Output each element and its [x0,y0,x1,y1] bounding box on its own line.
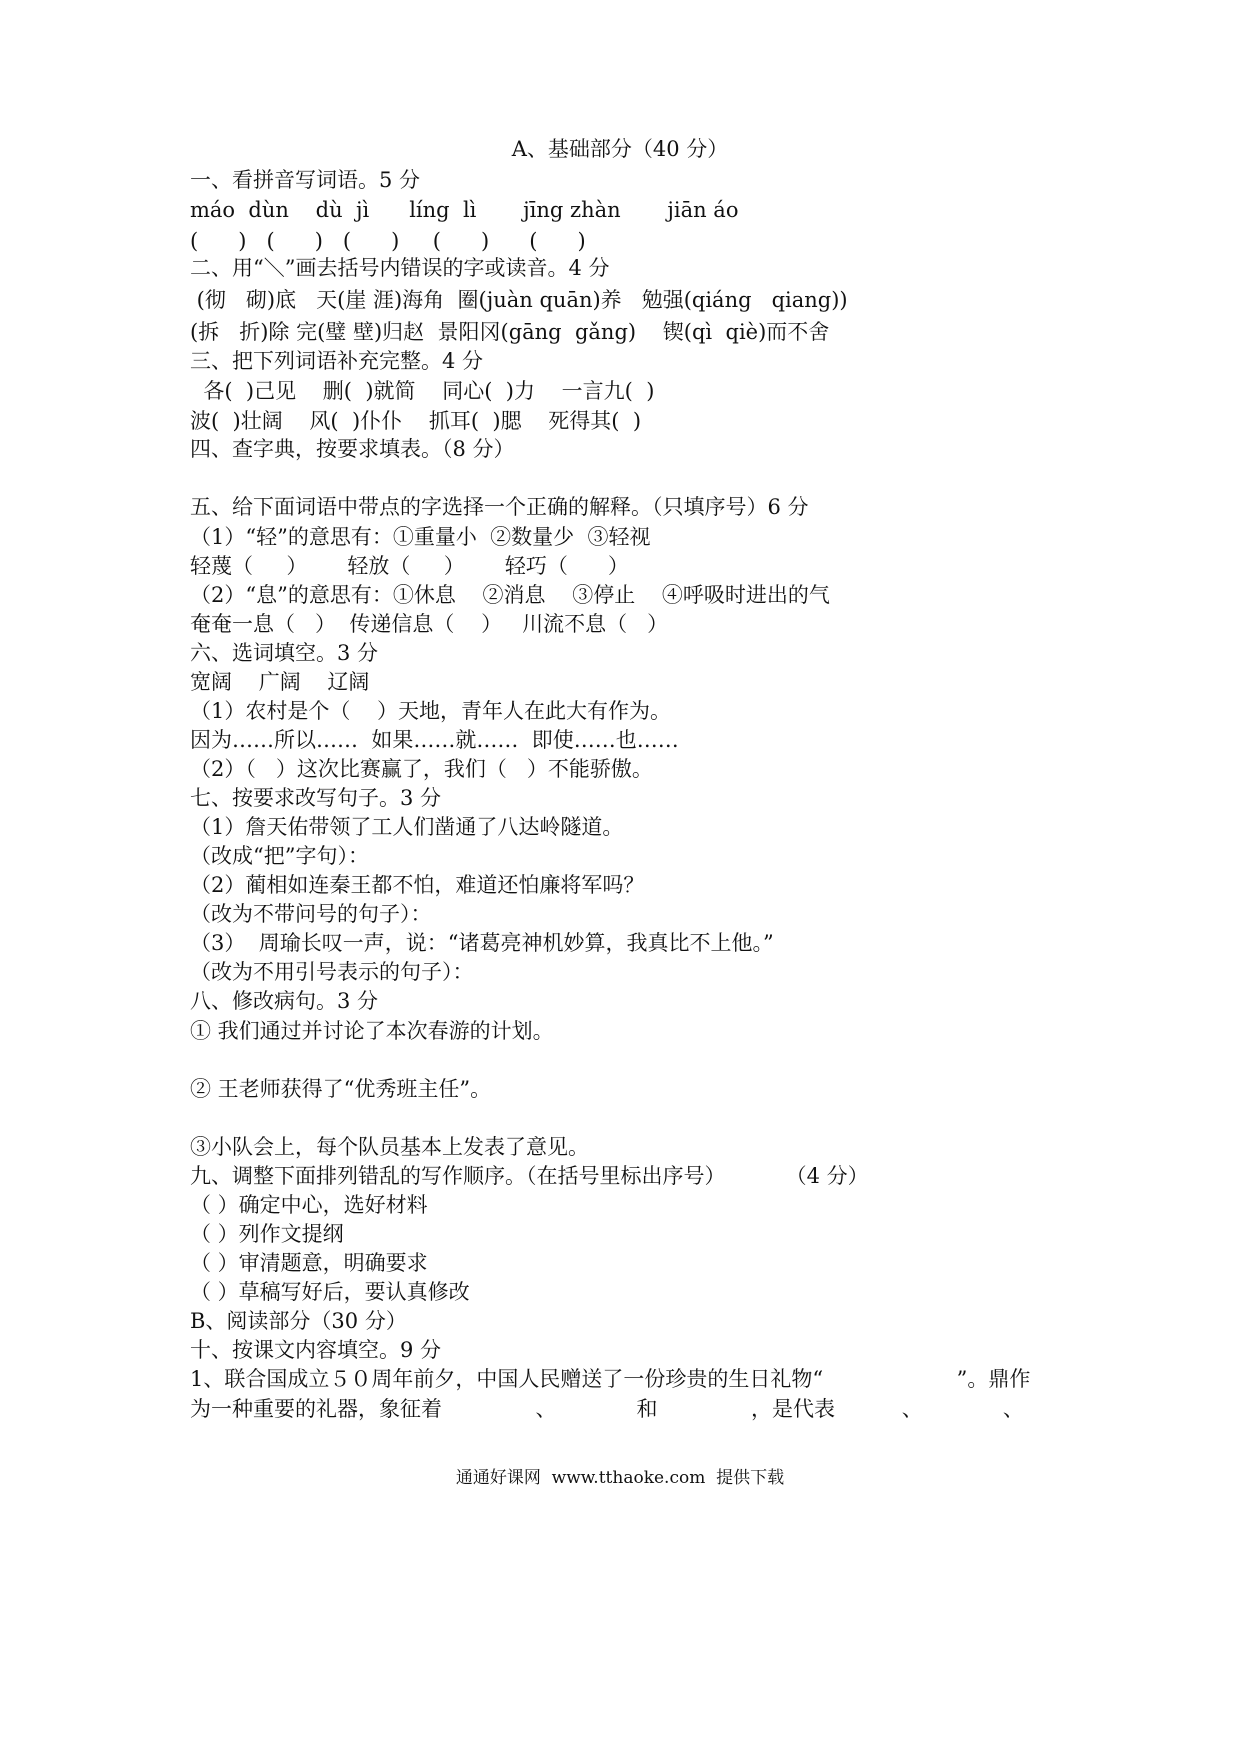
q7-sentence-1: （1）詹天佑带领了工人们凿通了八达岭隧道。 [190,815,624,839]
q7-heading: 七、按要求改写句子。3 分 [190,786,442,810]
q2-line-1: (彻 砌)底 天(崖 涯)海角 圈(juàn quān)养 勉强(qiáng qiang)) [190,288,848,312]
q5-heading: 五、给下面词语中带点的字选择一个正确的解释。（只填序号）6 分 [190,495,809,519]
q1-blanks: ( ) ( ) ( ) ( ) ( ) [190,229,586,253]
q5-sub2-words: 奄奄一息（ ） 传递信息（ ） 川流不息（ ） [190,612,669,636]
section-b-title: B、阅读部分（30 分） [190,1309,407,1333]
q6-sentence-2: （2）（ ）这次比赛赢了，我们（ ）不能骄傲。 [190,757,653,781]
q8-sentence-3: ③小队会上，每个队员基本上发表了意见。 [190,1135,589,1159]
q7-sentence-2: （2）蔺相如连秦王都不怕，难道还怕廉将军吗？ [190,873,645,897]
q3-line-1: 各( )己见 删( )就简 同心( )力 一言九( ) [190,379,655,403]
section-a-title: A、基础部分（40 分） [511,137,729,161]
q5-sub2-meanings: （2）“息”的意思有：①休息 ②消息 ③停止 ④呼吸时进出的气 [190,583,830,607]
footer-source: 通通好课网 www.tthaoke.com 提供下载 [455,1468,785,1488]
q9-item-1: （ ）确定中心，选好材料 [190,1193,428,1217]
q6-word-options: 宽阔 广阔 辽阔 [190,670,370,694]
q10-text-line-2: 为一种重要的礼器，象征着 、 和 ，是代表 、 、 [190,1397,1024,1421]
q3-heading: 三、把下列词语补充完整。4 分 [190,349,484,373]
q1-pinyin: máo dùn dù jì líng lì jīng zhàn jiān áo [190,198,739,222]
q7-sentence-3: （3） 周瑜长叹一声，说：“诸葛亮神机妙算，我真比不上他。” [190,931,774,955]
q10-heading: 十、按课文内容填空。9 分 [190,1338,442,1362]
q6-sentence-1: （1）农村是个（ ）天地，青年人在此大有作为。 [190,699,672,723]
q10-text-line-1: 1、联合国成立５０周年前夕，中国人民赠送了一份珍贵的生日礼物“ ”。鼎作 [190,1367,1031,1391]
q5-sub1-meanings: （1）“轻”的意思有：①重量小 ②数量少 ③轻视 [190,525,651,549]
q7-instruction-2: （改为不带问号的句子）： [190,902,432,926]
q6-conjunctions: 因为……所以…… 如果……就…… 即使……也…… [190,728,679,752]
q9-heading: 九、调整下面排列错乱的写作顺序。（在括号里标出序号） （4 分） [190,1164,869,1188]
q8-sentence-1: ① 我们通过并讨论了本次春游的计划。 [190,1019,554,1043]
q7-instruction-1: （改成“把”字句）： [190,844,369,868]
q1-heading: 一、看拼音写词语。5 分 [190,168,421,192]
q9-item-3: （ ）审清题意，明确要求 [190,1251,428,1275]
q7-instruction-3: （改为不用引号表示的句子）： [190,960,474,984]
q8-sentence-2: ② 王老师获得了“优秀班主任”。 [190,1077,492,1101]
q4-heading: 四、查字典，按要求填表。（8 分） [190,437,515,461]
q9-item-2: （ ）列作文提纲 [190,1222,344,1246]
q6-heading: 六、选词填空。3 分 [190,641,379,665]
q8-heading: 八、修改病句。3 分 [190,989,379,1013]
q9-item-4: （ ）草稿写好后，要认真修改 [190,1280,470,1304]
q3-line-2: 波( )壮阔 风( )仆仆 抓耳( )腮 死得其( ) [190,409,642,433]
q5-sub1-words: 轻蔑（ ） 轻放（ ） 轻巧（ ） [190,554,629,578]
q2-heading: 二、用“＼”画去括号内错误的字或读音。4 分 [190,256,610,280]
q2-line-2: (拆 折)除 完(璧 壁)归赵 景阳冈(gāng gǎng) 锲(qì qiè)而不舍 [190,320,830,344]
